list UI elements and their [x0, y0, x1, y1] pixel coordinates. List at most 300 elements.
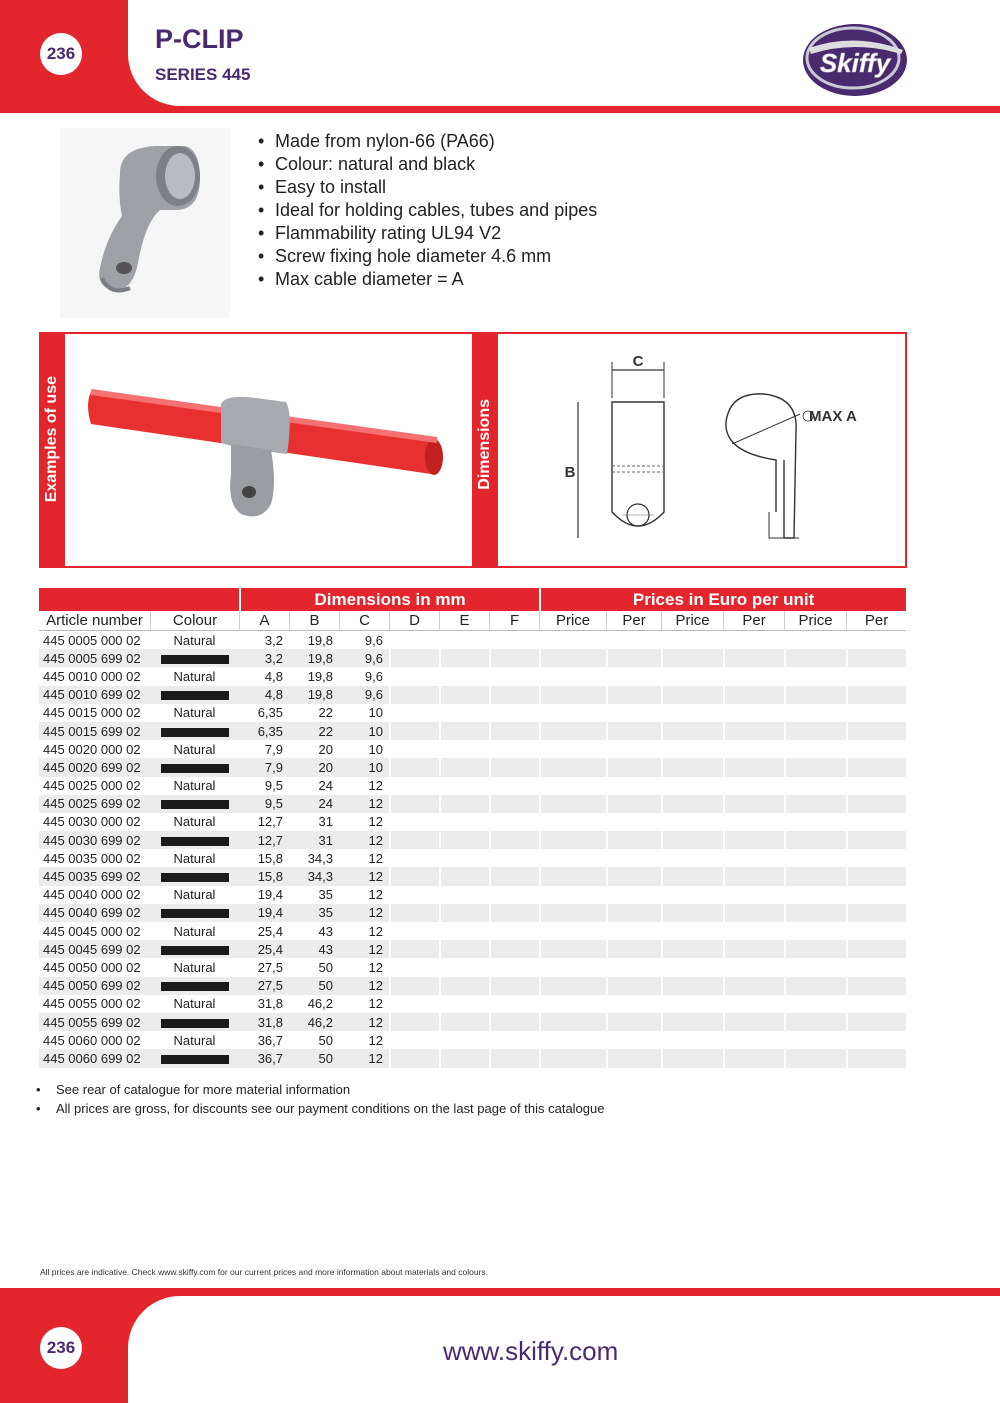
empty-cell — [606, 995, 661, 1013]
table-cell: Natural — [173, 996, 216, 1012]
table-cell: 445 0040 000 02 — [43, 887, 141, 903]
table-row — [39, 977, 906, 995]
table-cell: 50 — [289, 977, 339, 995]
empty-cell — [661, 904, 723, 922]
empty-cell — [489, 722, 539, 740]
table-cell: 10 — [339, 758, 389, 776]
black-colour-swatch — [161, 946, 229, 955]
empty-cell — [389, 1031, 439, 1049]
dimensions-tab — [474, 334, 498, 566]
examples-label: Examples of use — [43, 376, 60, 503]
empty-cell — [846, 795, 906, 813]
empty-cell — [606, 831, 661, 849]
empty-cell — [723, 1031, 784, 1049]
table-cell: 9,6 — [364, 632, 383, 648]
table-cell: 4,8 — [239, 686, 289, 704]
empty-cell — [489, 867, 539, 885]
empty-cell — [784, 995, 846, 1013]
page-subtitle: SERIES 445 — [155, 65, 251, 84]
empty-cell — [489, 831, 539, 849]
empty-cell — [784, 1013, 846, 1031]
table-cell: 12 — [339, 904, 389, 922]
empty-cell — [439, 1049, 489, 1067]
empty-cell — [539, 849, 606, 867]
table-row — [39, 1049, 906, 1067]
table-row — [39, 867, 906, 885]
black-colour-swatch — [161, 728, 229, 737]
empty-cell — [489, 758, 539, 776]
colour-swatch-cell — [150, 904, 239, 922]
table-cell: 19,4 — [239, 904, 289, 922]
empty-cell — [784, 831, 846, 849]
empty-cell — [723, 795, 784, 813]
empty-cell — [439, 867, 489, 885]
empty-cell — [606, 631, 661, 649]
table-row — [39, 777, 906, 795]
empty-cell — [606, 667, 661, 685]
empty-cell — [539, 922, 606, 940]
empty-cell — [539, 813, 606, 831]
empty-cell — [489, 813, 539, 831]
empty-cell — [439, 849, 489, 867]
empty-cell — [439, 704, 489, 722]
table-cell: 46,2 — [289, 1013, 339, 1031]
empty-cell — [606, 704, 661, 722]
empty-cell — [846, 686, 906, 704]
colour-swatch-cell — [150, 1049, 239, 1067]
table-cell: 445 0055 000 02 — [43, 996, 141, 1012]
empty-cell — [539, 940, 606, 958]
empty-cell — [784, 649, 846, 667]
empty-cell — [489, 686, 539, 704]
empty-cell — [489, 667, 539, 685]
empty-cell — [723, 758, 784, 776]
empty-cell — [606, 649, 661, 667]
black-colour-swatch — [161, 1019, 229, 1028]
table-cell: 445 0060 699 02 — [39, 1049, 150, 1067]
empty-cell — [439, 831, 489, 849]
feature-item: • Easy to install — [258, 176, 597, 199]
empty-cell — [439, 740, 489, 758]
empty-cell — [606, 886, 661, 904]
empty-cell — [389, 686, 439, 704]
table-cell: 22 — [318, 705, 333, 721]
empty-cell — [661, 777, 723, 795]
table-cell: Natural — [173, 850, 216, 866]
empty-cell — [723, 631, 784, 649]
table-row — [39, 813, 906, 831]
empty-cell — [661, 940, 723, 958]
table-cell: 7,9 — [264, 741, 283, 757]
table-cell: 46,2 — [307, 996, 333, 1012]
empty-cell — [723, 940, 784, 958]
black-colour-swatch — [161, 691, 229, 700]
table-row — [39, 649, 906, 667]
col-header: Price — [661, 611, 723, 631]
table-cell: 15,8 — [257, 850, 283, 866]
black-colour-swatch — [161, 837, 229, 846]
table-row — [39, 722, 906, 740]
table-cell: 445 0035 000 02 — [43, 850, 141, 866]
empty-cell — [661, 1013, 723, 1031]
table-cell: 445 0010 000 02 — [43, 668, 141, 684]
empty-cell — [389, 704, 439, 722]
empty-cell — [784, 704, 846, 722]
table-row — [39, 995, 906, 1013]
empty-cell — [389, 831, 439, 849]
empty-cell — [606, 722, 661, 740]
table-cell: 12 — [339, 977, 389, 995]
empty-cell — [389, 886, 439, 904]
table-cell: 6,35 — [239, 722, 289, 740]
table-cell: Natural — [173, 632, 216, 648]
empty-cell — [439, 686, 489, 704]
table-cell: 10 — [339, 722, 389, 740]
table-cell: 12 — [368, 1032, 383, 1048]
empty-cell — [489, 740, 539, 758]
page-number-badge: 236 — [40, 33, 82, 75]
table-cell: 12 — [339, 1049, 389, 1067]
feature-item: • Ideal for holding cables, tubes and pipes — [258, 199, 597, 222]
table-cell: 24 — [289, 795, 339, 813]
table-cell: 445 0035 699 02 — [39, 867, 150, 885]
empty-cell — [439, 886, 489, 904]
empty-cell — [489, 795, 539, 813]
empty-cell — [846, 722, 906, 740]
empty-cell — [661, 758, 723, 776]
empty-cell — [661, 958, 723, 976]
col-header: Price — [784, 611, 846, 631]
col-header: D — [389, 611, 439, 631]
table-row — [39, 795, 906, 813]
empty-cell — [539, 686, 606, 704]
table-cell: Natural — [173, 923, 216, 939]
table-cell: 19,8 — [307, 668, 333, 684]
black-colour-swatch — [161, 982, 229, 991]
empty-cell — [784, 958, 846, 976]
empty-cell — [784, 1031, 846, 1049]
logo-text: Skiffy — [819, 48, 891, 78]
empty-cell — [846, 704, 906, 722]
empty-cell — [489, 631, 539, 649]
table-cell: 20 — [289, 758, 339, 776]
empty-cell — [846, 849, 906, 867]
feature-item: • Colour: natural and black — [258, 153, 597, 176]
table-row — [39, 1013, 906, 1031]
prices-group-header: Prices in Euro per unit — [539, 588, 906, 611]
table-cell: 35 — [318, 887, 333, 903]
footer-url-link[interactable]: www.skiffy.com — [443, 1336, 619, 1366]
empty-cell — [846, 758, 906, 776]
table-row — [39, 740, 906, 758]
table-row — [39, 922, 906, 940]
table-cell: 445 0060 000 02 — [43, 1032, 141, 1048]
table-cell: 445 0040 699 02 — [39, 904, 150, 922]
empty-cell — [389, 722, 439, 740]
empty-cell — [661, 631, 723, 649]
empty-cell — [661, 813, 723, 831]
empty-cell — [539, 667, 606, 685]
empty-cell — [606, 977, 661, 995]
empty-cell — [846, 867, 906, 885]
empty-cell — [489, 995, 539, 1013]
dimension-diagram — [554, 352, 884, 552]
empty-cell — [489, 1031, 539, 1049]
empty-cell — [539, 722, 606, 740]
colour-swatch-cell — [150, 686, 239, 704]
empty-cell — [539, 649, 606, 667]
empty-cell — [539, 831, 606, 849]
table-row — [39, 940, 906, 958]
empty-cell — [489, 777, 539, 795]
table-cell: 10 — [368, 741, 383, 757]
empty-cell — [784, 922, 846, 940]
dim-b-label: B — [564, 464, 576, 481]
empty-cell — [539, 867, 606, 885]
table-cell: 12,7 — [239, 831, 289, 849]
empty-cell — [606, 1031, 661, 1049]
empty-cell — [784, 1049, 846, 1067]
note-item: • All prices are gross, for discounts see our payment conditions on the last page of this catalogue — [36, 1099, 604, 1118]
empty-cell — [846, 777, 906, 795]
empty-cell — [489, 649, 539, 667]
col-header: Article number — [39, 611, 150, 631]
table-row — [39, 831, 906, 849]
table-cell: 19,8 — [289, 649, 339, 667]
notes-list — [36, 1080, 604, 1118]
empty-cell — [539, 795, 606, 813]
table-cell: 22 — [289, 722, 339, 740]
col-header: E — [439, 611, 489, 631]
empty-cell — [784, 886, 846, 904]
table-cell: 12 — [368, 996, 383, 1012]
table-cell: 31,8 — [257, 996, 283, 1012]
table-cell: 12 — [339, 831, 389, 849]
empty-cell — [606, 904, 661, 922]
empty-cell — [661, 722, 723, 740]
empty-cell — [846, 631, 906, 649]
empty-cell — [784, 686, 846, 704]
empty-cell — [846, 922, 906, 940]
table-cell: 12 — [339, 795, 389, 813]
empty-cell — [723, 686, 784, 704]
table-cell: 34,3 — [289, 867, 339, 885]
empty-cell — [606, 777, 661, 795]
empty-cell — [846, 995, 906, 1013]
table-cell: 445 0050 000 02 — [43, 959, 141, 975]
table-cell: 25,4 — [239, 940, 289, 958]
empty-cell — [723, 704, 784, 722]
header-blank — [39, 588, 239, 611]
feature-item: • Screw fixing hole diameter 4.6 mm — [258, 245, 597, 268]
page-title: P-CLIP — [155, 24, 244, 54]
empty-cell — [723, 1049, 784, 1067]
empty-cell — [439, 631, 489, 649]
empty-cell — [661, 922, 723, 940]
price-disclaimer: All prices are indicative. Check www.skiffy.com for our current prices and more information about materials and colours. — [40, 1267, 489, 1277]
table-cell: Natural — [173, 887, 216, 903]
table-cell: 27,5 — [239, 977, 289, 995]
empty-cell — [784, 867, 846, 885]
empty-cell — [606, 867, 661, 885]
empty-cell — [439, 649, 489, 667]
empty-cell — [723, 722, 784, 740]
empty-cell — [439, 795, 489, 813]
empty-cell — [539, 995, 606, 1013]
table-cell: 25,4 — [257, 923, 283, 939]
col-header: Per — [723, 611, 784, 631]
empty-cell — [539, 704, 606, 722]
table-cell: 12 — [368, 923, 383, 939]
table-cell: 445 0050 699 02 — [39, 977, 150, 995]
empty-cell — [661, 667, 723, 685]
black-colour-swatch — [161, 909, 229, 918]
empty-cell — [661, 686, 723, 704]
empty-cell — [539, 631, 606, 649]
table-cell: 445 0015 699 02 — [39, 722, 150, 740]
empty-cell — [606, 922, 661, 940]
footer-page-number-badge: 236 — [40, 1327, 82, 1369]
empty-cell — [389, 904, 439, 922]
table-cell: 445 0025 000 02 — [43, 778, 141, 794]
empty-cell — [439, 958, 489, 976]
table-cell: 445 0005 000 02 — [43, 632, 141, 648]
table-cell: 12 — [368, 850, 383, 866]
col-header: Per — [606, 611, 661, 631]
dimensions-panel — [472, 332, 907, 568]
empty-cell — [723, 649, 784, 667]
feature-list — [258, 130, 597, 291]
col-header: Price — [539, 611, 606, 631]
empty-cell — [389, 631, 439, 649]
empty-cell — [539, 904, 606, 922]
empty-cell — [439, 777, 489, 795]
table-cell: 36,7 — [257, 1032, 283, 1048]
table-cell: 445 0020 699 02 — [39, 758, 150, 776]
empty-cell — [439, 1013, 489, 1031]
empty-cell — [489, 1049, 539, 1067]
empty-cell — [661, 795, 723, 813]
empty-cell — [846, 740, 906, 758]
empty-cell — [439, 758, 489, 776]
p-clip-product-image — [60, 128, 230, 318]
table-cell: Natural — [173, 741, 216, 757]
empty-cell — [606, 795, 661, 813]
empty-cell — [661, 995, 723, 1013]
empty-cell — [723, 995, 784, 1013]
table-body — [39, 631, 906, 1068]
table-cell: 445 0030 699 02 — [39, 831, 150, 849]
empty-cell — [489, 904, 539, 922]
note-item: • See rear of catalogue for more material information — [36, 1080, 604, 1099]
empty-cell — [439, 722, 489, 740]
table-cell: 9,5 — [264, 778, 283, 794]
table-cell: 445 0015 000 02 — [43, 705, 141, 721]
table-row — [39, 704, 906, 722]
table-cell: 20 — [318, 741, 333, 757]
empty-cell — [489, 940, 539, 958]
table-cell: 9,6 — [364, 668, 383, 684]
empty-cell — [389, 740, 439, 758]
empty-cell — [539, 958, 606, 976]
empty-cell — [846, 1031, 906, 1049]
col-header: Colour — [150, 611, 239, 631]
empty-cell — [723, 886, 784, 904]
empty-cell — [723, 740, 784, 758]
empty-cell — [389, 940, 439, 958]
empty-cell — [784, 940, 846, 958]
table-row — [39, 849, 906, 867]
table-cell: 12 — [339, 940, 389, 958]
table-cell: 12 — [339, 1013, 389, 1031]
table-row — [39, 1031, 906, 1049]
empty-cell — [784, 667, 846, 685]
colour-swatch-cell — [150, 758, 239, 776]
table-cell: 12 — [339, 867, 389, 885]
col-header: Per — [846, 611, 906, 631]
empty-cell — [723, 849, 784, 867]
table-cell: 7,9 — [239, 758, 289, 776]
black-colour-swatch — [161, 655, 229, 664]
table-cell: 31,8 — [239, 1013, 289, 1031]
empty-cell — [489, 704, 539, 722]
empty-cell — [846, 667, 906, 685]
empty-cell — [784, 977, 846, 995]
examples-tab — [41, 334, 65, 566]
empty-cell — [784, 740, 846, 758]
colour-swatch-cell — [150, 649, 239, 667]
empty-cell — [606, 813, 661, 831]
product-table — [39, 588, 906, 1068]
empty-cell — [389, 867, 439, 885]
empty-cell — [846, 886, 906, 904]
table-row — [39, 631, 906, 649]
table-cell: Natural — [173, 668, 216, 684]
empty-cell — [389, 649, 439, 667]
table-cell: 15,8 — [239, 867, 289, 885]
feature-item: • Flammability rating UL94 V2 — [258, 222, 597, 245]
empty-cell — [539, 1013, 606, 1031]
empty-cell — [661, 1031, 723, 1049]
empty-cell — [489, 922, 539, 940]
table-cell: 35 — [289, 904, 339, 922]
empty-cell — [606, 740, 661, 758]
table-cell: 445 0030 000 02 — [43, 814, 141, 830]
empty-cell — [439, 977, 489, 995]
empty-cell — [723, 977, 784, 995]
table-cell: 12 — [368, 814, 383, 830]
table-cell: 10 — [368, 705, 383, 721]
table-cell: Natural — [173, 959, 216, 975]
empty-cell — [846, 831, 906, 849]
table-cell: 31 — [318, 814, 333, 830]
colour-swatch-cell — [150, 940, 239, 958]
feature-item: • Made from nylon-66 (PA66) — [258, 130, 597, 153]
table-cell: Natural — [173, 1032, 216, 1048]
empty-cell — [439, 940, 489, 958]
col-header: C — [339, 611, 389, 631]
empty-cell — [784, 758, 846, 776]
table-cell: 3,2 — [239, 649, 289, 667]
empty-cell — [389, 922, 439, 940]
empty-cell — [389, 1049, 439, 1067]
empty-cell — [661, 740, 723, 758]
empty-cell — [606, 758, 661, 776]
table-cell: 19,8 — [307, 632, 333, 648]
empty-cell — [439, 813, 489, 831]
empty-cell — [539, 758, 606, 776]
table-row — [39, 958, 906, 976]
